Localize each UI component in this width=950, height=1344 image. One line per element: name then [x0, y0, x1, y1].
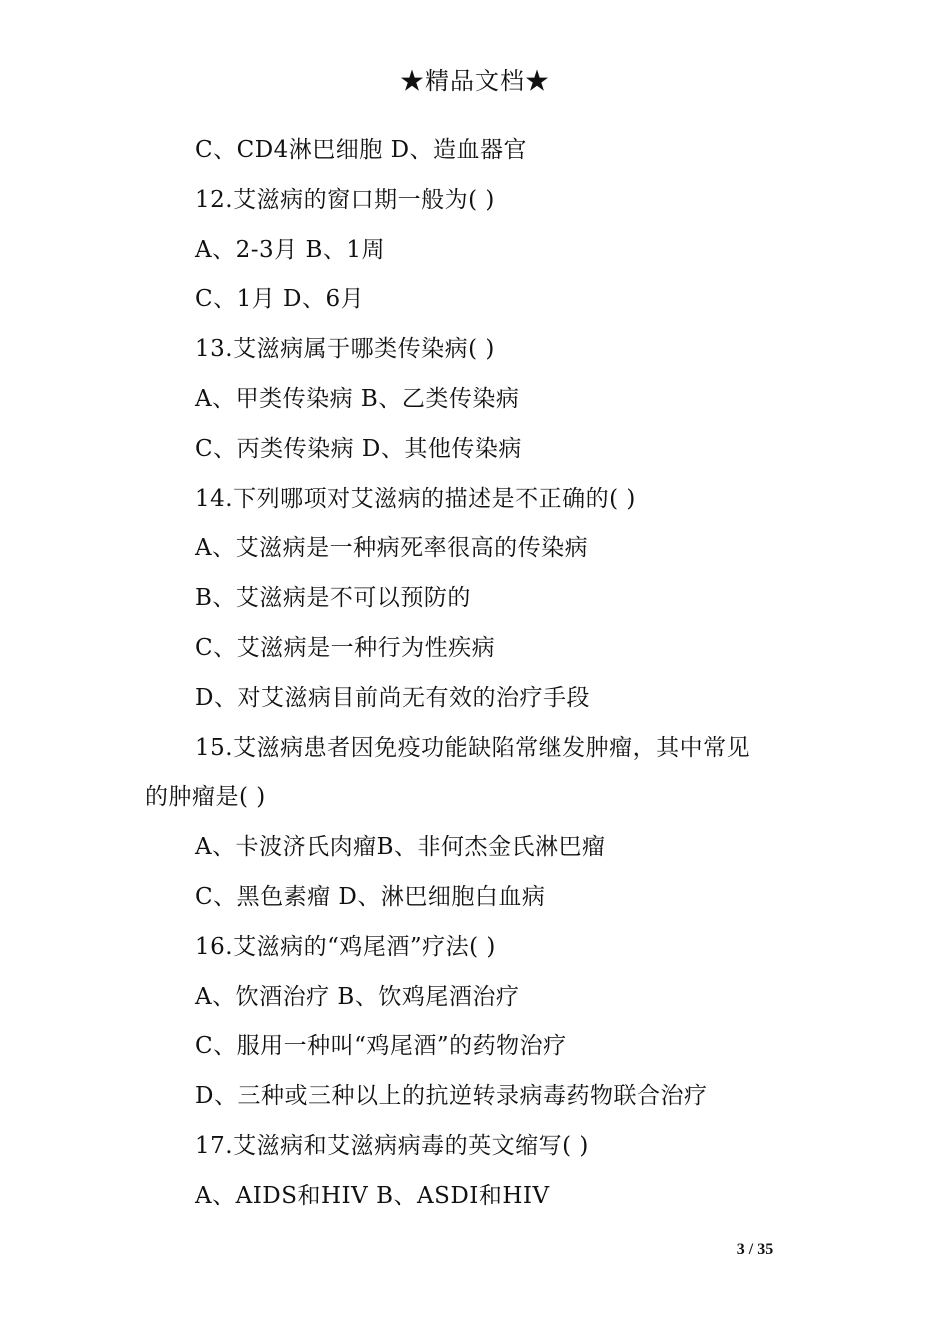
option-line: A、甲类传染病 B、乙类传染病 [195, 385, 520, 412]
option-line: B、艾滋病是不可以预防的 [195, 585, 471, 612]
page-header: ★精品文档★ [400, 67, 550, 95]
question-line: 15.艾滋病患者因免疫功能缺陷常继发肿瘤，其中常见 [195, 734, 751, 761]
page-content [145, 130, 815, 1226]
text-line: C、CD4淋巴细胞 D、造血器官 [195, 137, 528, 163]
option-line: A、AIDS和HIV B、ASDI和HIV [195, 1182, 550, 1209]
option-line: D、对艾滋病目前尚无有效的治疗手段 [195, 684, 590, 711]
option-line: A、饮酒治疗 B、饮鸡尾酒治疗 [195, 983, 520, 1010]
question-line-continuation: 的肿瘤是( ) [145, 784, 266, 811]
option-line: A、卡波济氏肉瘤B、非何杰金氏淋巴瘤 [195, 834, 606, 861]
page-number: 3 / 35 [736, 1241, 774, 1258]
option-line: C、1月 D、6月 [195, 286, 365, 313]
option-line: A、艾滋病是一种病死率很高的传染病 [195, 535, 589, 562]
question-line: 12.艾滋病的窗口期一般为( ) [195, 186, 495, 213]
option-line: C、艾滋病是一种行为性疾病 [195, 634, 496, 661]
question-line: 16.艾滋病的“鸡尾酒”疗法( ) [195, 933, 496, 960]
question-line: 17.艾滋病和艾滋病病毒的英文缩写( ) [195, 1132, 589, 1159]
option-line: D、三种或三种以上的抗逆转录病毒药物联合治疗 [195, 1083, 708, 1110]
option-line: C、服用一种叫“鸡尾酒”的药物治疗 [195, 1033, 567, 1060]
option-line: C、黑色素瘤 D、淋巴细胞白血病 [195, 883, 546, 910]
question-line: 14.下列哪项对艾滋病的描述是不正确的( ) [195, 485, 636, 512]
option-line: A、2-3月 B、1周 [195, 236, 385, 263]
option-line: C、丙类传染病 D、其他传染病 [195, 435, 522, 462]
question-line: 13.艾滋病属于哪类传染病( ) [195, 336, 495, 363]
